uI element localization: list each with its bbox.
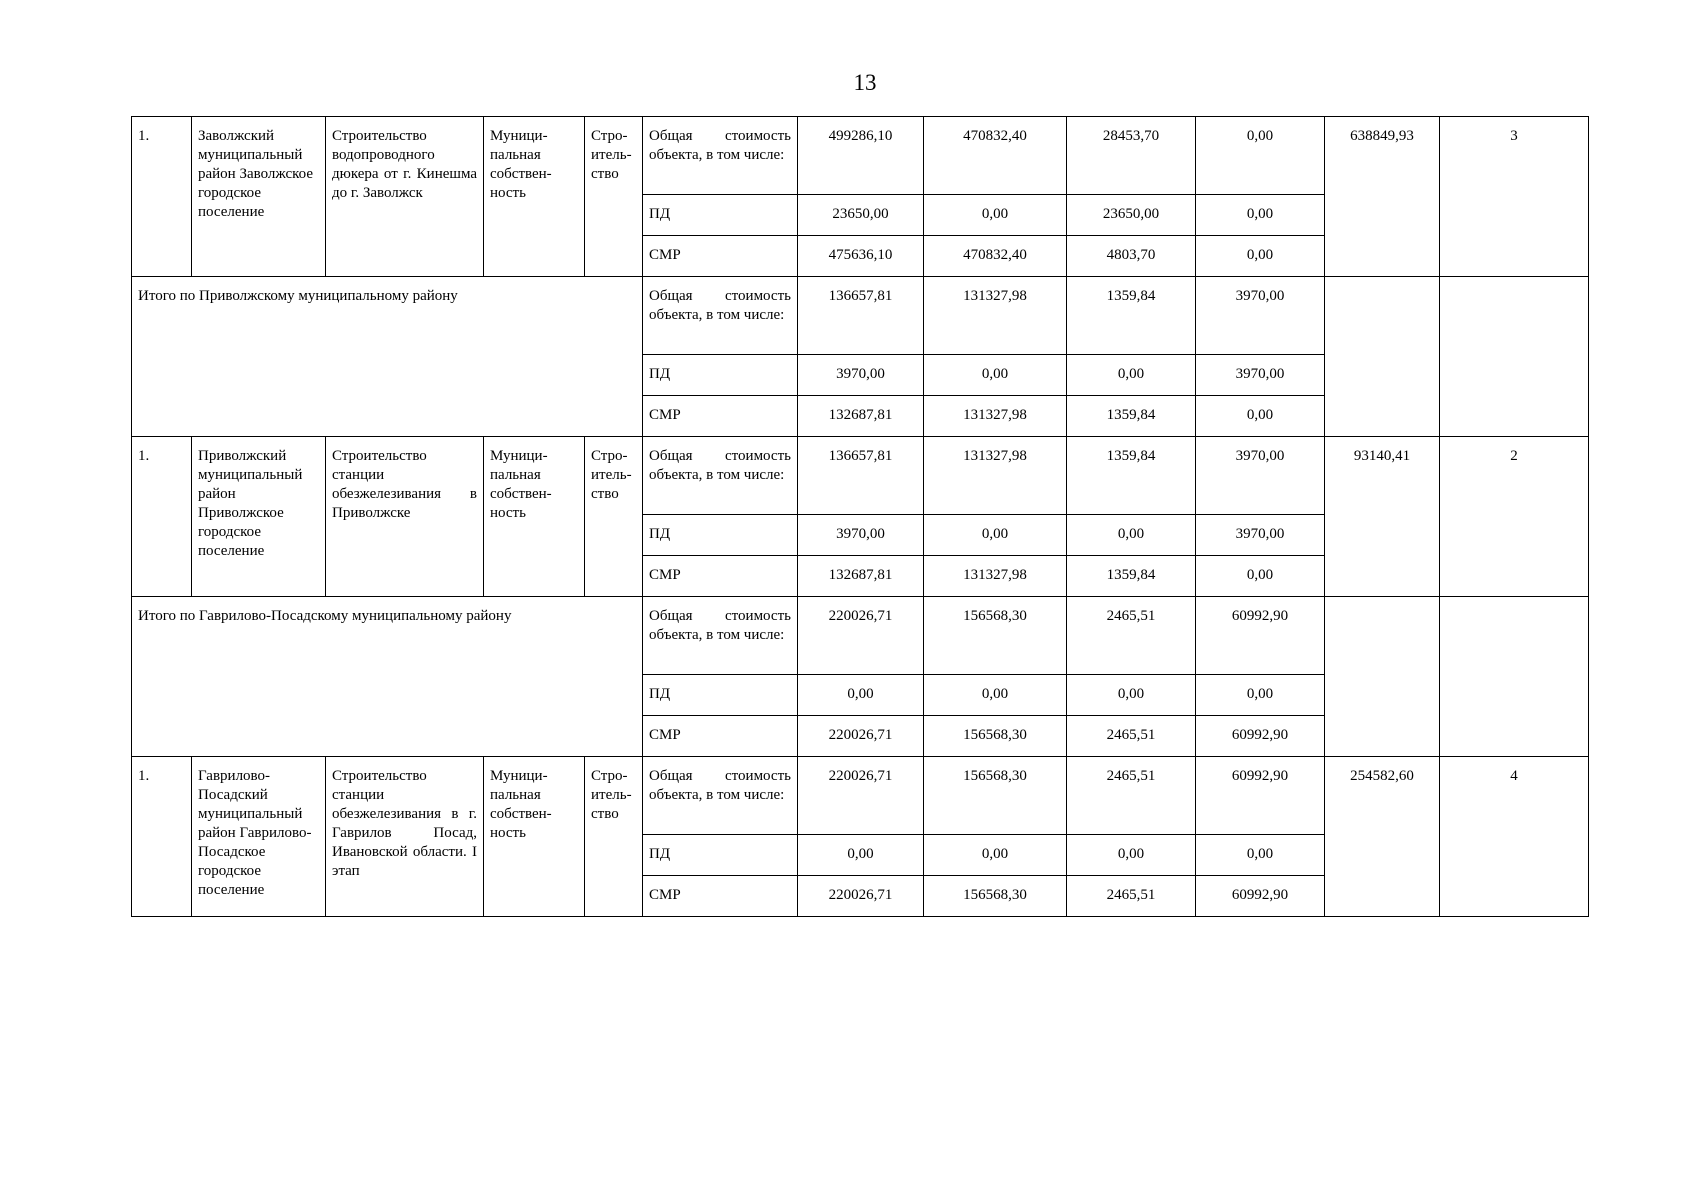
total-title: Итого по Гаврилово-Посадскому муниципальному району <box>138 608 512 624</box>
value-cell: 475636,10 <box>798 236 924 277</box>
empty-cell <box>1325 277 1440 437</box>
value-cell: 220026,71 <box>798 716 924 757</box>
value-cell: 131327,98 <box>924 277 1067 355</box>
value-cell: 499286,10 <box>798 117 924 195</box>
value-cell: 156568,30 <box>924 876 1067 917</box>
value-cell: 2465,51 <box>1067 716 1196 757</box>
value-cell: 136657,81 <box>798 437 924 515</box>
value-cell: 131327,98 <box>924 437 1067 515</box>
value-cell: 0,00 <box>1196 117 1325 195</box>
work-type-cell: Стро-итель-ство <box>585 757 643 917</box>
value-cell: 220026,71 <box>798 597 924 675</box>
value-cell: 470832,40 <box>924 236 1067 277</box>
value-cell: 220026,71 <box>798 757 924 835</box>
work-type-cell: Стро-итель-ство <box>585 117 643 277</box>
value-cell: 60992,90 <box>1196 716 1325 757</box>
value-cell: 28453,70 <box>1067 117 1196 195</box>
value-cell: 132687,81 <box>798 396 924 437</box>
ownership-cell: Муници-пальная собствен-ность <box>484 757 585 917</box>
value-cell: 0,00 <box>1067 515 1196 556</box>
empty-cell <box>1440 597 1589 757</box>
value-cell: 0,00 <box>1196 556 1325 597</box>
municipality-cell: Заволжский муниципальный район Заволжское городское поселение <box>192 117 326 277</box>
rank-cell: 2 <box>1440 437 1589 597</box>
value-cell: 0,00 <box>1067 835 1196 876</box>
table-row <box>132 437 1589 515</box>
value-cell: 3970,00 <box>798 355 924 396</box>
ownership-cell: Муници-пальная собствен-ность <box>484 117 585 277</box>
cost-label-cell: Общая стоимость объекта, в том числе: <box>643 117 798 195</box>
cost-label-cell: Общая стоимость объекта, в том числе: <box>643 757 798 835</box>
value-cell: 136657,81 <box>798 277 924 355</box>
value-cell: 60992,90 <box>1196 876 1325 917</box>
value-cell: 1359,84 <box>1067 277 1196 355</box>
smr-label-cell: СМР <box>643 716 798 757</box>
smr-label-cell: СМР <box>643 876 798 917</box>
value-cell: 23650,00 <box>1067 195 1196 236</box>
value-cell: 156568,30 <box>924 757 1067 835</box>
value-cell: 0,00 <box>798 835 924 876</box>
object-cell: Строительство станции обезжелезивания в Приволжске <box>326 437 484 597</box>
value-cell: 60992,90 <box>1196 757 1325 835</box>
value-cell: 2465,51 <box>1067 757 1196 835</box>
value-cell: 0,00 <box>924 195 1067 236</box>
value-cell: 0,00 <box>1196 236 1325 277</box>
extra-value-cell: 93140,41 <box>1325 437 1440 597</box>
value-cell: 3970,00 <box>1196 515 1325 556</box>
value-cell: 1359,84 <box>1067 437 1196 515</box>
value-cell: 0,00 <box>1196 396 1325 437</box>
pd-label-cell: ПД <box>643 355 798 396</box>
value-cell: 0,00 <box>1196 835 1325 876</box>
value-cell: 0,00 <box>798 675 924 716</box>
value-cell: 220026,71 <box>798 876 924 917</box>
row-number: 1. <box>132 437 192 597</box>
empty-cell <box>1325 597 1440 757</box>
total-title: Итого по Приволжскому муниципальному району <box>138 288 458 304</box>
municipality-cell: Гаврилово-Посадский муниципальный район Гаврилово-Посадское городское поселение <box>192 757 326 917</box>
pd-label-cell: ПД <box>643 195 798 236</box>
smr-label-cell: СМР <box>643 396 798 437</box>
object-cell: Строительство станции обезжелезивания в г. Гаврилов Посад, Ивановской области. I этап <box>326 757 484 917</box>
value-cell: 0,00 <box>1196 195 1325 236</box>
extra-value-cell: 638849,93 <box>1325 117 1440 277</box>
value-cell: 2465,51 <box>1067 876 1196 917</box>
table-row <box>132 597 1589 675</box>
value-cell: 60992,90 <box>1196 597 1325 675</box>
value-cell: 0,00 <box>924 675 1067 716</box>
investment-table <box>131 116 1589 917</box>
row-number: 1. <box>132 757 192 917</box>
value-cell: 3970,00 <box>798 515 924 556</box>
value-cell: 132687,81 <box>798 556 924 597</box>
value-cell: 131327,98 <box>924 396 1067 437</box>
extra-value-cell: 254582,60 <box>1325 757 1440 917</box>
total-title-cell <box>132 597 643 757</box>
pd-label-cell: ПД <box>643 515 798 556</box>
rank-cell: 3 <box>1440 117 1589 277</box>
empty-cell <box>1440 277 1589 437</box>
value-cell: 0,00 <box>924 355 1067 396</box>
value-cell: 156568,30 <box>924 716 1067 757</box>
value-cell: 0,00 <box>924 515 1067 556</box>
cost-label-cell: Общая стоимость объекта, в том числе: <box>643 277 798 355</box>
value-cell: 4803,70 <box>1067 236 1196 277</box>
value-cell: 3970,00 <box>1196 355 1325 396</box>
total-title-cell <box>132 277 643 437</box>
value-cell: 1359,84 <box>1067 556 1196 597</box>
row-number: 1. <box>132 117 192 277</box>
table-row <box>132 117 1589 195</box>
work-type-cell: Стро-итель-ство <box>585 437 643 597</box>
value-cell: 1359,84 <box>1067 396 1196 437</box>
value-cell: 0,00 <box>1067 355 1196 396</box>
smr-label-cell: СМР <box>643 556 798 597</box>
value-cell: 23650,00 <box>798 195 924 236</box>
value-cell: 0,00 <box>1067 675 1196 716</box>
value-cell: 3970,00 <box>1196 437 1325 515</box>
value-cell: 156568,30 <box>924 597 1067 675</box>
value-cell: 3970,00 <box>1196 277 1325 355</box>
value-cell: 131327,98 <box>924 556 1067 597</box>
pd-label-cell: ПД <box>643 675 798 716</box>
table-row <box>132 277 1589 355</box>
municipality-cell: Приволжский муниципальный район Приволжское городское поселение <box>192 437 326 597</box>
object-cell: Строительство водопроводного дюкера от г. Кинешма до г. Заволжск <box>326 117 484 277</box>
pd-label-cell: ПД <box>643 835 798 876</box>
cost-label-cell: Общая стоимость объекта, в том числе: <box>643 437 798 515</box>
value-cell: 0,00 <box>1196 675 1325 716</box>
rank-cell: 4 <box>1440 757 1589 917</box>
page-number: 13 <box>853 70 877 95</box>
value-cell: 470832,40 <box>924 117 1067 195</box>
table-row <box>132 757 1589 835</box>
cost-label-cell: Общая стоимость объекта, в том числе: <box>643 597 798 675</box>
smr-label-cell: СМР <box>643 236 798 277</box>
value-cell: 0,00 <box>924 835 1067 876</box>
value-cell: 2465,51 <box>1067 597 1196 675</box>
ownership-cell: Муници-пальная собствен-ность <box>484 437 585 597</box>
